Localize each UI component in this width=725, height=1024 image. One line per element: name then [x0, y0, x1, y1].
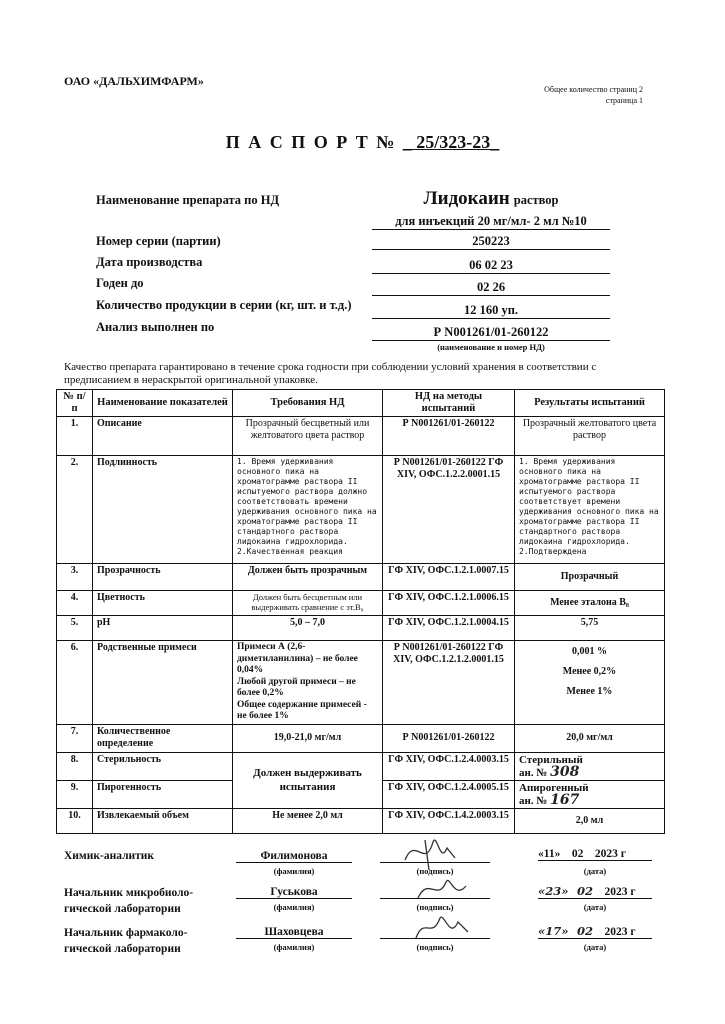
date-label: Дата производства	[96, 255, 203, 269]
row-method: ГФ XIV, ОФС.1.2.4.0003.15	[383, 752, 515, 780]
row-name: Количественное определение	[93, 724, 233, 752]
row-method: ГФ XIV, ОФС.1.2.1.0004.15	[383, 616, 515, 641]
row-method: Р N001261/01-260122	[383, 724, 515, 752]
signer-role: Начальник микробиоло-гической лаборатории	[64, 887, 194, 915]
row-result-part1: 1. Время удерживания основного пика на хроматограмме раствора II испытуемого раствора соответствует времени удерживания основного пика на хроматограмме раствора II стандартного раствора лидокаина гидрохлорида.	[519, 457, 659, 546]
signer-role: Химик-аналитик	[64, 850, 155, 862]
col-header-num: № п/п	[57, 390, 93, 417]
col-header-name: Наименование показателей	[93, 390, 233, 417]
row-num: 1.	[57, 417, 93, 456]
row-method: ГФ XIV, ОФС.1.2.4.0005.15	[383, 780, 515, 808]
row-result: Прозрачный желтоватого цвета раствор	[515, 417, 665, 456]
row-method: Р N001261/01-260122	[383, 417, 515, 456]
sign-date: «17» 02 2023 г	[538, 924, 652, 939]
table-row	[57, 564, 665, 591]
sign-caption: (подпись)	[416, 902, 454, 912]
col-header-method: НД на методы испытаний	[383, 390, 515, 417]
row-method: ГФ XIV, ОФС.1.2.1.0006.15	[383, 591, 515, 616]
expiry-label: Годен до	[96, 276, 144, 290]
row-result-part1: Стерильный	[519, 753, 583, 766]
row-name: Пирогенность	[93, 780, 233, 808]
qty-label: Количество продукции в серии (кг, шт. и т.д.)	[96, 298, 352, 312]
signature-scribble	[410, 910, 480, 946]
signer-name: Шаховцева	[236, 926, 352, 939]
expiry-value: 02 26	[372, 280, 610, 296]
table-row	[57, 456, 665, 564]
sign-caption: (подпись)	[416, 866, 454, 876]
row-num: 4.	[57, 591, 93, 616]
row-result-part1: 0,001 %	[572, 646, 607, 657]
row-result: 2,0 мл	[515, 808, 665, 833]
row-num: 5.	[57, 616, 93, 641]
page-title	[0, 132, 725, 153]
row-name: Цветность	[93, 591, 233, 616]
name-caption: (фамилия)	[273, 902, 315, 912]
row-req-part1: 1. Время удерживания основного пика на хроматограмме раствора II испытуемого раствора должно соответствовать времени удерживания основного пика на хроматограмме раствора II стандартного раствора лидокаина гидрохлорида.	[237, 457, 377, 546]
drug-name-line2: для инъекций 20 мг/мл- 2 мл №10	[372, 214, 610, 230]
page-counter	[544, 84, 643, 106]
row-result: 5,75	[515, 616, 665, 641]
row-num: 10.	[57, 808, 93, 833]
col-header-result: Результаты испытаний	[515, 390, 665, 417]
col-header-req: Требования НД	[233, 390, 383, 417]
row-result	[515, 641, 665, 725]
row-method: Р N001261/01-260122 ГФ XIV, ОФС.1.2.1.2.0001.15	[383, 641, 515, 725]
table-row	[57, 641, 665, 725]
sign-caption: (подпись)	[416, 942, 454, 952]
row-req: Должен быть прозрачным	[233, 564, 383, 591]
row-req	[233, 641, 383, 725]
table-row	[57, 417, 665, 456]
row-result-part3: Менее 1%	[566, 686, 613, 697]
row-req: 19,0-21,0 мг/мл	[233, 724, 383, 752]
row-name: Подлинность	[93, 456, 233, 564]
row-result-part2: ан. № 167	[519, 791, 580, 808]
row-req: Должен быть бесцветным или выдерживать сравнение с эт.B₈	[233, 591, 383, 616]
row-name: pH	[93, 616, 233, 641]
row-req: Не менее 2,0 мл	[233, 808, 383, 833]
row-method: ГФ XIV, ОФС.1.2.1.0007.15	[383, 564, 515, 591]
row-method: Р N001261/01-260122 ГФ XIV, ОФС.1.2.2.0001.15	[383, 456, 515, 564]
row-num: 3.	[57, 564, 93, 591]
row-result	[515, 456, 665, 564]
row-method: ГФ XIV, ОФС.1.4.2.0003.15	[383, 808, 515, 833]
sign-date: «23» 02 2023 г	[538, 884, 652, 899]
row-name: Родственные примеси	[93, 641, 233, 725]
series-value: 250223	[372, 234, 610, 250]
table-header-row	[57, 390, 665, 417]
row-req-part1: Примеси А (2,6-диметиланилина) – не более 0,04%	[237, 642, 358, 675]
row-result-part2: ан. № 308	[519, 763, 580, 780]
row-num: 7.	[57, 724, 93, 752]
drug-name-main: Лидокаин	[423, 188, 510, 209]
qty-value: 12 160 уп.	[372, 303, 610, 319]
sign-date: «11» 02 2023 г	[538, 848, 652, 861]
table-row	[57, 616, 665, 641]
row-req-part3: Общее содержание примесей - не более 1%	[237, 699, 367, 721]
row-result-part2: Менее 0,2%	[562, 666, 617, 677]
name-caption: (фамилия)	[273, 866, 315, 876]
name-label: Наименование препарата по НД	[96, 193, 280, 207]
row-result: 20,0 мг/мл	[515, 724, 665, 752]
row-req: Должен выдерживать испытания	[233, 752, 383, 808]
row-result: Менее эталона B₈	[515, 591, 665, 616]
name-caption: (фамилия)	[273, 942, 315, 952]
table-row	[57, 808, 665, 833]
row-num: 2.	[57, 456, 93, 564]
test-results-table	[56, 389, 665, 834]
row-result	[515, 752, 665, 780]
row-name: Описание	[93, 417, 233, 456]
row-result-part2: 2.Подтверждена	[519, 547, 587, 556]
row-name: Стерильность	[93, 752, 233, 780]
series-label: Номер серии (партии)	[96, 234, 221, 248]
row-result-part1: Апирогенный	[519, 781, 589, 794]
table-row	[57, 591, 665, 616]
drug-name-form: раствор	[513, 193, 559, 207]
row-req	[233, 456, 383, 564]
handwritten-number: 308	[550, 763, 580, 780]
total-pages: Общее количество страниц 2	[544, 85, 643, 94]
row-name: Прозрачность	[93, 564, 233, 591]
signer-name: Гуськова	[236, 886, 352, 899]
row-result: Прозрачный	[515, 564, 665, 591]
title-prefix: П А С П О Р Т №	[225, 132, 397, 152]
row-num: 6.	[57, 641, 93, 725]
drug-name	[372, 188, 610, 210]
analysis-note: (наименование и номер НД)	[437, 342, 545, 352]
row-req-part2: 2.Качественная реакция	[237, 547, 343, 556]
quality-note: Качество препарата гарантировано в течение срока годности при соблюдении условий хранения в соответствии с предписанием в нераскрытой оригинальной упаковке.	[64, 361, 597, 386]
row-req: 5,0 – 7,0	[233, 616, 383, 641]
passport-number: _ 25/323-23_	[402, 132, 500, 152]
table-row	[57, 752, 665, 780]
table-row	[57, 724, 665, 752]
page-number: страница 1	[605, 96, 643, 105]
analysis-label: Анализ выполнен по	[96, 320, 215, 334]
row-req: Прозрачный бесцветный или желтоватого цвета раствор	[233, 417, 383, 456]
company-name: ОАО «ДАЛЬХИМФАРМ»	[64, 74, 204, 88]
signer-name: Филимонова	[236, 850, 352, 863]
row-num: 8.	[57, 752, 93, 780]
date-caption: (дата)	[583, 902, 607, 912]
row-req-part2: Любой другой примеси – не более 0,2%	[237, 676, 356, 698]
date-caption: (дата)	[583, 942, 607, 952]
row-num: 9.	[57, 780, 93, 808]
row-result	[515, 780, 665, 808]
handwritten-number: 167	[550, 791, 580, 808]
row-name: Извлекаемый объем	[93, 808, 233, 833]
analysis-value: Р N001261/01-260122	[372, 325, 610, 341]
date-caption: (дата)	[583, 866, 607, 876]
signer-role: Начальник фармаколо-гической лаборатории	[64, 927, 188, 955]
date-value: 06 02 23	[372, 258, 610, 274]
